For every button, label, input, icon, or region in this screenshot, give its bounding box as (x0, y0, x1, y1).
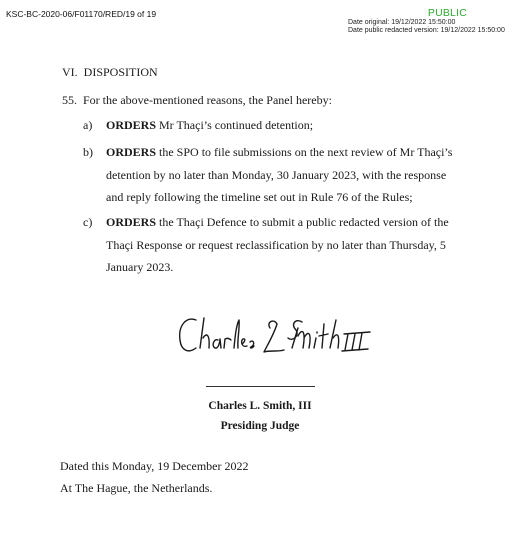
classification-label: PUBLIC (427, 7, 467, 19)
date-original: Date original: 19/12/2022 15:50:00 (348, 19, 456, 26)
item-line: Thaçi Response or request reclassification by no later than Thursday, 5 (106, 237, 446, 252)
item-keyword: ORDERS (106, 215, 157, 229)
item-body (106, 114, 468, 137)
section-title: DISPOSITION (83, 65, 158, 79)
item-line: January 2023. (106, 260, 174, 274)
document-header-info (348, 8, 518, 35)
section-heading (62, 65, 158, 80)
order-item-c (83, 211, 483, 281)
order-item-a (83, 114, 483, 138)
paragraph-number: 55. (62, 93, 77, 107)
date-public-redacted: Date public redacted version: 19/12/2022 15:50:00 (348, 27, 505, 34)
handwritten-signature (174, 308, 384, 373)
judge-name: Charles L. Smith, III (208, 400, 312, 412)
document-reference: KSC-BC-2020-06/F01170/RED/19 of 19 (6, 9, 157, 19)
item-line (106, 211, 468, 234)
signature-image (174, 308, 384, 368)
judge-title: Presiding Judge (220, 420, 300, 432)
section-number: VI. (62, 65, 78, 79)
item-line-text: the SPO to file submissions on the next review of Mr Thaçi’s (159, 145, 453, 159)
item-line-text: the Thaçi Defence to submit a public redacted version of the (159, 215, 449, 229)
place-line: At The Hague, the Netherlands. (60, 481, 213, 495)
item-marker: a) (83, 118, 93, 132)
item-line: and reply following the timeline set out in Rule 76 of the Rules; (106, 190, 413, 204)
signature-line (206, 386, 315, 387)
item-line: detention by no later than Monday, 30 January 2023, with the response (106, 167, 447, 182)
paragraph-text: For the above-mentioned reasons, the Panel hereby: (83, 93, 332, 107)
item-line (106, 141, 468, 164)
item-body (106, 141, 468, 209)
item-marker: b) (83, 145, 93, 159)
item-keyword: ORDERS (106, 118, 157, 132)
order-item-b (83, 141, 483, 211)
item-body (106, 211, 468, 279)
item-keyword: ORDERS (106, 145, 157, 159)
item-marker: c) (83, 215, 93, 229)
paragraph-intro (62, 93, 332, 108)
dated-line: Dated this Monday, 19 December 2022 (60, 459, 249, 473)
item-line: Mr Thaçi’s continued detention; (159, 118, 314, 132)
